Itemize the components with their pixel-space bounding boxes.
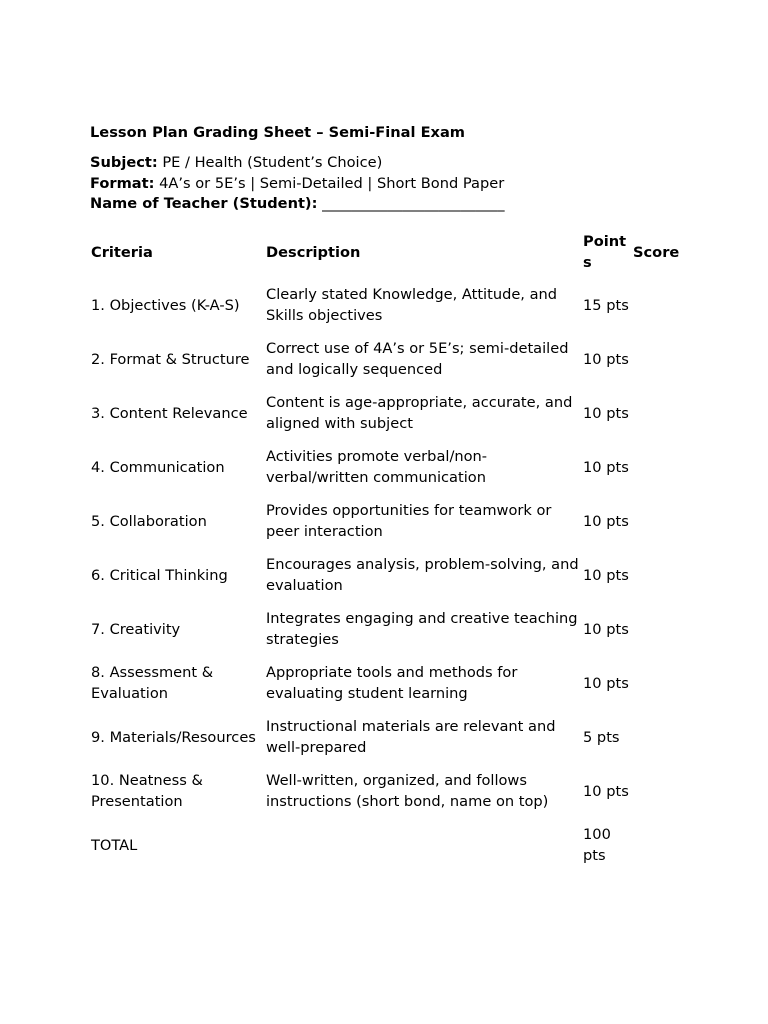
description-cell: Integrates engaging and creative teaching strategies <box>266 610 578 648</box>
score-cell[interactable] <box>633 656 680 710</box>
table-row <box>90 440 680 494</box>
teacher-name-label: Name of Teacher (Student): <box>90 195 318 213</box>
score-cell[interactable] <box>633 602 680 656</box>
total-score-cell[interactable] <box>633 818 680 872</box>
format-label: Format: <box>90 174 155 192</box>
score-cell[interactable] <box>633 764 680 818</box>
points-header: Points <box>583 233 627 271</box>
score-cell[interactable] <box>633 548 680 602</box>
description-cell: Content is age-appropriate, accurate, and aligned with subject <box>266 394 573 432</box>
score-cell[interactable] <box>633 386 680 440</box>
format-line <box>90 174 690 195</box>
description-cell: Clearly stated Knowledge, Attitude, and Skills objectives <box>266 286 558 324</box>
points-cell: 10 pts <box>583 566 629 584</box>
table-row <box>90 278 680 332</box>
criteria-cell: 7. Creativity <box>91 620 181 638</box>
description-cell: Activities promote verbal/non-verbal/written communication <box>266 448 488 486</box>
total-description-cell <box>266 818 583 872</box>
document-title: Lesson Plan Grading Sheet – Semi-Final Exam <box>90 124 466 141</box>
score-cell[interactable] <box>633 440 680 494</box>
score-header: Score <box>633 243 680 261</box>
criteria-cell: 9. Materials/Resources <box>91 728 256 746</box>
description-cell: Well-written, organized, and follows instructions (short bond, name on top) <box>266 772 549 810</box>
table-row <box>90 656 680 710</box>
points-cell: 10 pts <box>583 674 629 692</box>
format-value: 4A’s or 5E’s | Semi-Detailed | Short Bond Paper <box>154 174 505 192</box>
points-cell: 10 pts <box>583 782 629 800</box>
description-cell: Encourages analysis, problem-solving, and evaluation <box>266 556 579 594</box>
table-row <box>90 386 680 440</box>
subject-line <box>90 153 690 174</box>
description-cell: Appropriate tools and methods for evaluating student learning <box>266 664 518 702</box>
points-cell: 15 pts <box>583 296 629 314</box>
grading-sheet-page <box>90 122 690 864</box>
points-cell: 10 pts <box>583 458 629 476</box>
table-row <box>90 332 680 386</box>
criteria-cell: 8. Assessment & Evaluation <box>91 664 214 702</box>
table-row <box>90 764 680 818</box>
description-cell: Correct use of 4A’s or 5E’s; semi-detailed and logically sequenced <box>266 340 569 378</box>
criteria-cell: 4. Communication <box>91 458 225 476</box>
description-cell: Instructional materials are relevant and well-prepared <box>266 718 556 756</box>
table-row <box>90 710 680 764</box>
points-cell: 10 pts <box>583 512 629 530</box>
teacher-name-blank: _________________________ <box>317 195 505 213</box>
total-row <box>90 818 680 872</box>
criteria-header: Criteria <box>91 243 153 261</box>
table-row <box>90 548 680 602</box>
criteria-cell: 2. Format & Structure <box>91 350 250 368</box>
score-cell[interactable] <box>633 278 680 332</box>
score-cell[interactable] <box>633 494 680 548</box>
points-cell: 5 pts <box>583 728 620 746</box>
points-cell: 10 pts <box>583 350 629 368</box>
subject-label: Subject: <box>90 154 158 171</box>
description-header: Description <box>266 243 361 261</box>
criteria-cell: 10. Neatness & Presentation <box>91 772 203 810</box>
points-cell: 10 pts <box>583 620 629 638</box>
points-cell: 10 pts <box>583 404 629 422</box>
criteria-cell: 5. Collaboration <box>91 512 207 530</box>
score-cell[interactable] <box>633 332 680 386</box>
table-row <box>90 494 680 548</box>
criteria-cell: 1. Objectives (K-A-S) <box>91 296 240 314</box>
criteria-cell: 3. Content Relevance <box>91 404 248 422</box>
subject-value: PE / Health (Student’s Choice) <box>157 154 383 171</box>
total-points: 100 pts <box>583 826 611 864</box>
score-cell[interactable] <box>633 710 680 764</box>
grading-table <box>90 226 680 872</box>
criteria-cell: 6. Critical Thinking <box>91 566 228 584</box>
table-row <box>90 602 680 656</box>
teacher-name-line <box>90 194 690 215</box>
table-header-row <box>90 226 680 278</box>
description-cell: Provides opportunities for teamwork or peer interaction <box>266 502 552 540</box>
total-label: TOTAL <box>91 836 138 854</box>
